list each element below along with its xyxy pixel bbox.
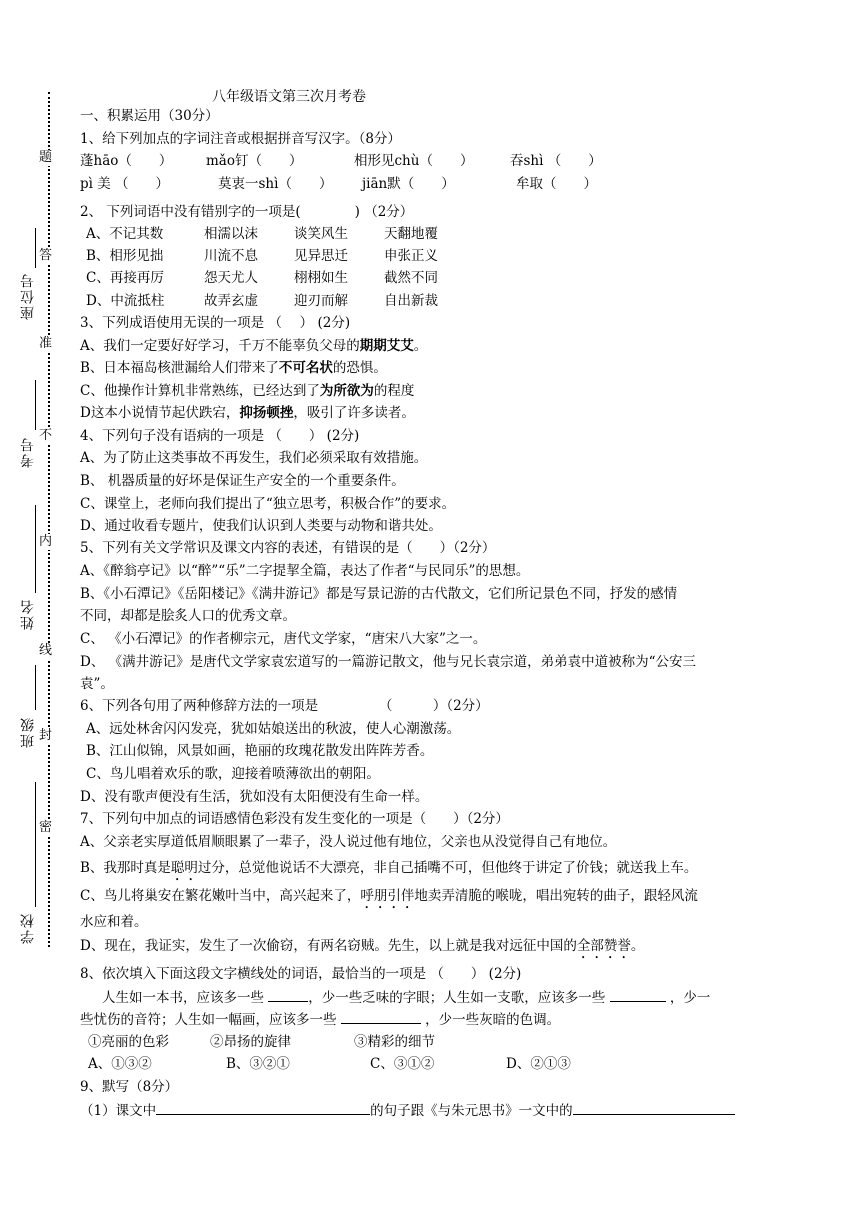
dotted-word: 聪明 bbox=[170, 860, 198, 876]
q4-stem: 4、下列句子没有语病的一项是 （ ） (2分) bbox=[80, 428, 360, 444]
text: ，吸引了许多读者。 bbox=[293, 405, 415, 421]
q6-option: D、没有歌声便没有生活，犹如没有太阳便没有生命一样。 bbox=[80, 789, 429, 805]
q3-option-c bbox=[80, 381, 414, 401]
seal-char: 答 bbox=[39, 248, 53, 263]
q2-option-word: 截然不同 bbox=[384, 270, 438, 286]
q6-stem: 6、下列各句用了两种修辞方法的一项是 （ ）（2分） bbox=[80, 698, 489, 714]
fill-blank[interactable] bbox=[573, 1100, 735, 1115]
seal-dotted-line bbox=[48, 92, 50, 947]
q2-option-word: 申张正义 bbox=[384, 248, 438, 264]
q8-passage-line1 bbox=[102, 987, 710, 1008]
text: 。 bbox=[630, 938, 645, 954]
q3-option-a bbox=[80, 336, 427, 356]
q1-item: 牟取（ ） bbox=[516, 176, 597, 192]
q8-option: B、③②① bbox=[226, 1056, 290, 1072]
idiom: 期期艾艾 bbox=[359, 338, 414, 354]
text: D、现在，我证实，发生了一次偷窃，有两名窃贼。先生，以上就是我对远征中国的 bbox=[80, 938, 577, 954]
q2-option-word: 川流不息 bbox=[204, 248, 258, 264]
school-line bbox=[35, 782, 36, 907]
exam-number-label: 考号 bbox=[20, 436, 36, 468]
q8-item: ②昂扬的旋律 bbox=[210, 1034, 291, 1050]
q2-option: B、相形见拙 bbox=[86, 248, 164, 264]
q4-option: B、 机器质量的好坏是保证生产安全的一个重要条件。 bbox=[80, 473, 405, 489]
q3-option-b bbox=[80, 358, 387, 378]
q9-stem: 9、默写（8分） bbox=[80, 1079, 179, 1095]
q2-option: A、不记其数 bbox=[86, 226, 164, 242]
q1-item: 相形见chù（ ） bbox=[354, 153, 474, 169]
text: B、日本福岛核泄漏给人们带来了 bbox=[80, 360, 279, 376]
q2-option-word: 谈笑风生 bbox=[294, 226, 348, 242]
q1-item: jiān默（ ） bbox=[362, 176, 455, 192]
q1-item: 吞shì （ ） bbox=[510, 153, 602, 169]
q2-option-word: 迎刃而解 bbox=[294, 293, 348, 309]
seal-char: 线 bbox=[39, 643, 53, 658]
q1-stem: 1、给下列加点的字词注音或根据拼音写汉字。（8分） bbox=[80, 131, 401, 147]
q1-item: 莫衷一shì（ ） bbox=[218, 176, 333, 192]
q7-option-d bbox=[80, 936, 644, 962]
q8-item: ③精彩的细节 bbox=[354, 1034, 435, 1050]
dotted-word: 呼朋引伴 bbox=[360, 888, 415, 904]
q5-option-a: A、《醉翁亭记》以“醉”“乐”二字提挈全篇，表达了作者“与民同乐”的思想。 bbox=[80, 563, 530, 579]
q2-option-word: 见异思迁 bbox=[294, 248, 348, 264]
text: A、我们一定要好好学习，千万不能辜负父母的 bbox=[80, 338, 360, 354]
q1-item: 蓬hāo（ ） bbox=[80, 153, 173, 169]
binding-margin bbox=[0, 0, 80, 1216]
text: （1）课文中 bbox=[80, 1103, 157, 1119]
q7-option-b bbox=[80, 858, 697, 884]
q2-option-word: 故弄玄虚 bbox=[204, 293, 258, 309]
seal-char: 不 bbox=[39, 428, 53, 443]
section-heading: 一、积累运用（30分） bbox=[80, 108, 219, 124]
school-label: 学校 bbox=[20, 912, 36, 944]
q7-stem: 7、下列句中加点的词语感情色彩没有发生变化的一项是（ ）（2分） bbox=[80, 811, 509, 827]
seal-char: 题 bbox=[39, 150, 53, 165]
text: D这本小说情节起伏跌宕， bbox=[80, 405, 240, 421]
q2-option-word: 自出新裁 bbox=[384, 293, 438, 309]
text: 。 bbox=[413, 338, 428, 354]
class-line bbox=[35, 665, 36, 710]
q5-option-c: C、 《小石潭记》的作者柳宗元，唐代文学家，“唐宋八大家”之一。 bbox=[80, 631, 487, 647]
q4-option: C、课堂上，老师向我们提出了“独立思考，积极合作”的要求。 bbox=[80, 496, 456, 512]
q8-passage-line2 bbox=[80, 1009, 560, 1030]
fill-blank[interactable] bbox=[341, 1009, 421, 1024]
name-line bbox=[35, 505, 36, 593]
q6-option: B、江山似锦，风景如画，艳丽的玫瑰花散发出阵阵芳香。 bbox=[86, 743, 434, 759]
q8-item: ①亮丽的色彩 bbox=[88, 1034, 169, 1050]
q5-option-b: B、《小石潭记》《岳阳楼记》《满井游记》都是写景记游的古代散文，它们所记景色不同，抒发的感情 bbox=[80, 586, 678, 602]
text: 过分，总觉他说话不大漂亮，非自己插嘴不可，但他终于讲定了价钱；就送我上车。 bbox=[197, 860, 698, 876]
idiom: 不可名状 bbox=[278, 360, 333, 376]
name-label: 姓名 bbox=[20, 598, 36, 630]
text: 的程度 bbox=[373, 383, 415, 399]
seal-char: 密 bbox=[39, 820, 53, 835]
seal-char: 内 bbox=[39, 534, 53, 549]
q2-option-word: 怨天尤人 bbox=[204, 270, 258, 286]
fill-blank[interactable] bbox=[610, 987, 666, 1002]
seal-char: 准 bbox=[39, 336, 53, 351]
text: B、我那时真是 bbox=[80, 860, 171, 876]
q6-option: A、远处林舍闪闪发亮，犹如姑娘送出的秋波，使人心潮激荡。 bbox=[86, 721, 461, 737]
q8-stem: 8、依次填入下面这段文字横线处的词语，最恰当的一项是 （ ） (2分) bbox=[80, 966, 522, 982]
q2-option-word: 相濡以沫 bbox=[204, 226, 258, 242]
q3-stem: 3、下列成语使用无误的一项是 （ ） (2分) bbox=[80, 315, 351, 331]
seat-number-line bbox=[35, 228, 36, 268]
fill-blank[interactable] bbox=[268, 987, 308, 1002]
exam-title: 八年级语文第三次月考卷 bbox=[212, 89, 366, 105]
q5-stem: 5、下列有关文学常识及课文内容的表述，有错误的是（ ）（2分） bbox=[80, 540, 496, 556]
q5-option-d-cont: 袁”。 bbox=[80, 676, 114, 692]
q9-line1 bbox=[80, 1100, 735, 1121]
seat-number-label: 座位号 bbox=[20, 272, 36, 320]
idiom: 为所欲为 bbox=[319, 383, 374, 399]
q7-option-c-cont: 水应和着。 bbox=[80, 914, 148, 930]
text: ，少一 bbox=[669, 990, 711, 1006]
text: ，少一些乏味的字眼；人生如一支歌，应该多一些 bbox=[308, 990, 606, 1006]
dotted-word: 全部赞誉 bbox=[576, 938, 631, 954]
q8-option: C、③①② bbox=[370, 1056, 435, 1072]
q7-option-c bbox=[80, 886, 698, 912]
idiom: 抑扬顿挫 bbox=[239, 405, 294, 421]
q1-item: pì 美 （ ） bbox=[80, 176, 170, 192]
q2-stem: 2、 下列词语中没有错别字的一项是( ) （2分） bbox=[80, 204, 414, 220]
exam-number-line bbox=[35, 380, 36, 430]
text: C、他操作计算机非常熟练，已经达到了 bbox=[80, 383, 320, 399]
text: C、鸟儿将巢安在繁花嫩叶当中，高兴起来了， bbox=[80, 888, 361, 904]
q2-option: D、中流抵柱 bbox=[86, 293, 165, 309]
text: 人生如一本书，应该多一些 bbox=[102, 990, 264, 1006]
text: 的恐惧。 bbox=[332, 360, 387, 376]
q2-option: C、再接再厉 bbox=[86, 270, 164, 286]
class-label: 班级 bbox=[20, 716, 36, 748]
q8-option: D、②①③ bbox=[506, 1056, 571, 1072]
q2-option-word: 天翻地覆 bbox=[384, 226, 438, 242]
q2-option-word: 栩栩如生 bbox=[294, 270, 348, 286]
text: ，少一些灰暗的色调。 bbox=[425, 1012, 561, 1028]
q5-option-d: D、 《满井游记》是唐代文学家袁宏道写的一篇游记散文，他与兄长袁宗道，弟弟袁中道被称为“公安三 bbox=[80, 654, 697, 670]
q6-option: C、鸟儿唱着欢乐的歌，迎接着喷薄欲出的朝阳。 bbox=[86, 766, 380, 782]
q4-option: D、通过收看专题片，使我们认识到人类要与动物和谐共处。 bbox=[80, 518, 442, 534]
text: 些忧伤的音符；人生如一幅画，应该多一些 bbox=[80, 1012, 337, 1028]
q3-option-d bbox=[80, 403, 415, 423]
q1-item: mǎo钉（ ） bbox=[206, 153, 303, 169]
q8-option: A、①③② bbox=[88, 1056, 152, 1072]
q5-option-b-cont: 不同，却都是脍炙人口的优秀文章。 bbox=[80, 608, 296, 624]
text: 地卖弄清脆的喉咙，唱出宛转的曲子，跟轻风流 bbox=[414, 888, 698, 904]
seal-char: 封 bbox=[39, 728, 53, 743]
fill-blank[interactable] bbox=[156, 1100, 370, 1115]
q4-option: A、为了防止这类事故不再发生，我们必须采取有效措施。 bbox=[80, 450, 428, 466]
text: 的句子跟《与朱元思书》一文中的 bbox=[370, 1103, 573, 1119]
q7-option-a: A、父亲老实厚道低眉顺眼累了一辈子，没人说过他有地位，父亲也从没觉得自己有地位。 bbox=[80, 834, 617, 850]
